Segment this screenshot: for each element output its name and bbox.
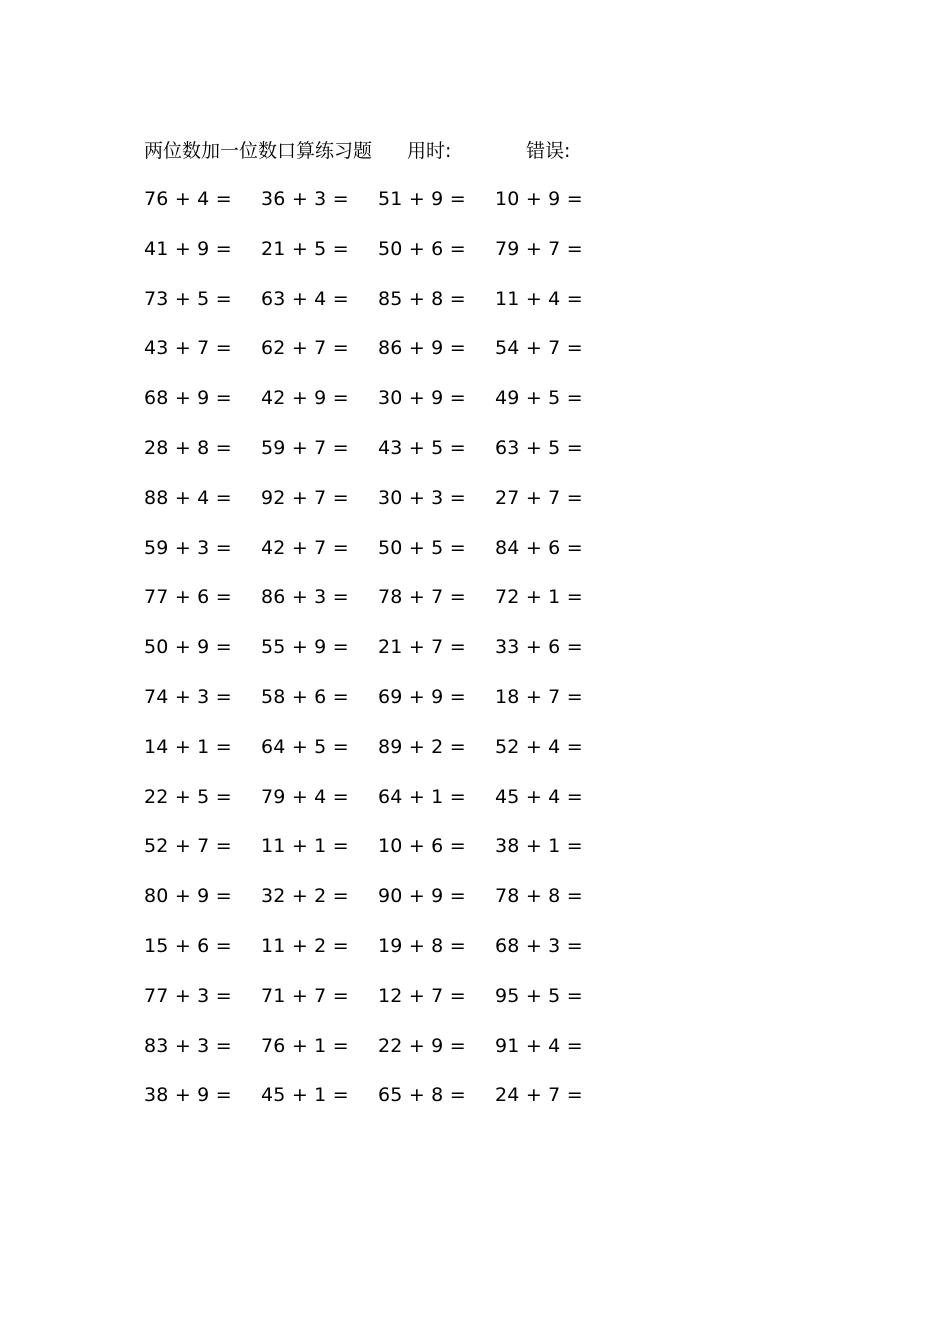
problem-item: 21 + 7 = bbox=[378, 636, 466, 659]
problem-item: 36 + 3 = bbox=[261, 188, 349, 210]
problem-item: 79 + 7 = bbox=[495, 237, 583, 260]
problem-item: 69 + 9 = bbox=[378, 685, 466, 708]
problem-item: 18 + 7 = bbox=[495, 685, 583, 708]
problem-item: 86 + 9 = bbox=[378, 337, 466, 360]
problem-item: 45 + 4 = bbox=[495, 785, 583, 808]
problem-item: 45 + 1 = bbox=[261, 1084, 349, 1107]
problem-item: 84 + 6 = bbox=[495, 536, 583, 559]
problem-item: 42 + 7 = bbox=[261, 536, 349, 559]
problem-item: 64 + 1 = bbox=[378, 785, 466, 808]
problem-item: 43 + 7 = bbox=[144, 337, 232, 360]
problem-item: 51 + 9 = bbox=[378, 188, 466, 210]
problem-item: 11 + 2 = bbox=[261, 934, 349, 957]
problem-item: 30 + 3 = bbox=[378, 486, 466, 509]
problem-item: 54 + 7 = bbox=[495, 337, 583, 360]
problem-item: 11 + 4 = bbox=[495, 287, 583, 310]
problem-item: 38 + 9 = bbox=[144, 1084, 232, 1107]
problem-item: 91 + 4 = bbox=[495, 1034, 583, 1057]
problem-item: 88 + 4 = bbox=[144, 486, 232, 509]
problem-item: 76 + 4 = bbox=[144, 188, 232, 210]
problem-item: 95 + 5 = bbox=[495, 984, 583, 1007]
problem-item: 77 + 3 = bbox=[144, 984, 232, 1007]
problem-item: 49 + 5 = bbox=[495, 387, 583, 410]
problem-item: 50 + 5 = bbox=[378, 536, 466, 559]
problem-item: 11 + 1 = bbox=[261, 835, 349, 858]
problem-item: 72 + 1 = bbox=[495, 586, 583, 609]
problem-item: 74 + 3 = bbox=[144, 685, 232, 708]
problem-item: 78 + 8 = bbox=[495, 885, 583, 908]
problem-item: 10 + 6 = bbox=[378, 835, 466, 858]
problem-item: 43 + 5 = bbox=[378, 436, 466, 459]
problem-item: 63 + 4 = bbox=[261, 287, 349, 310]
time-label: 用时: bbox=[407, 140, 452, 162]
problem-item: 58 + 6 = bbox=[261, 685, 349, 708]
problem-item: 64 + 5 = bbox=[261, 735, 349, 758]
problem-item: 52 + 7 = bbox=[144, 835, 232, 858]
problem-item: 86 + 3 = bbox=[261, 586, 349, 609]
problem-item: 78 + 7 = bbox=[378, 586, 466, 609]
problem-item: 50 + 6 = bbox=[378, 237, 466, 260]
problem-item: 59 + 7 = bbox=[261, 436, 349, 459]
problem-item: 33 + 6 = bbox=[495, 636, 583, 659]
errors-label: 错误: bbox=[526, 140, 571, 162]
problem-item: 10 + 9 = bbox=[495, 188, 583, 210]
problem-item: 22 + 9 = bbox=[378, 1034, 466, 1057]
problem-item: 77 + 6 = bbox=[144, 586, 232, 609]
problem-item: 68 + 3 = bbox=[495, 934, 583, 957]
problem-item: 83 + 3 = bbox=[144, 1034, 232, 1057]
problem-item: 65 + 8 = bbox=[378, 1084, 466, 1107]
problem-item: 19 + 8 = bbox=[378, 934, 466, 957]
problem-item: 85 + 8 = bbox=[378, 287, 466, 310]
problem-item: 15 + 6 = bbox=[144, 934, 232, 957]
problem-item: 32 + 2 = bbox=[261, 885, 349, 908]
problem-item: 68 + 9 = bbox=[144, 387, 232, 410]
problem-item: 80 + 9 = bbox=[144, 885, 232, 908]
problem-item: 22 + 5 = bbox=[144, 785, 232, 808]
problem-item: 14 + 1 = bbox=[144, 735, 232, 758]
problem-item: 24 + 7 = bbox=[495, 1084, 583, 1107]
problem-item: 55 + 9 = bbox=[261, 636, 349, 659]
problem-item: 63 + 5 = bbox=[495, 436, 583, 459]
worksheet-title: 两位数加一位数口算练习题 bbox=[144, 140, 373, 162]
problem-item: 42 + 9 = bbox=[261, 387, 349, 410]
problem-item: 62 + 7 = bbox=[261, 337, 349, 360]
problem-item: 30 + 9 = bbox=[378, 387, 466, 410]
problem-item: 71 + 7 = bbox=[261, 984, 349, 1007]
problem-item: 76 + 1 = bbox=[261, 1034, 349, 1057]
problem-item: 52 + 4 = bbox=[495, 735, 583, 758]
problem-item: 38 + 1 = bbox=[495, 835, 583, 858]
problem-item: 50 + 9 = bbox=[144, 636, 232, 659]
problem-item: 21 + 5 = bbox=[261, 237, 349, 260]
problem-item: 28 + 8 = bbox=[144, 436, 232, 459]
problem-item: 89 + 2 = bbox=[378, 735, 466, 758]
problem-item: 92 + 7 = bbox=[261, 486, 349, 509]
problem-item: 79 + 4 = bbox=[261, 785, 349, 808]
problem-item: 73 + 5 = bbox=[144, 287, 232, 310]
problem-item: 27 + 7 = bbox=[495, 486, 583, 509]
problem-item: 59 + 3 = bbox=[144, 536, 232, 559]
problem-item: 41 + 9 = bbox=[144, 237, 232, 260]
problem-item: 12 + 7 = bbox=[378, 984, 466, 1007]
problem-item: 90 + 9 = bbox=[378, 885, 466, 908]
